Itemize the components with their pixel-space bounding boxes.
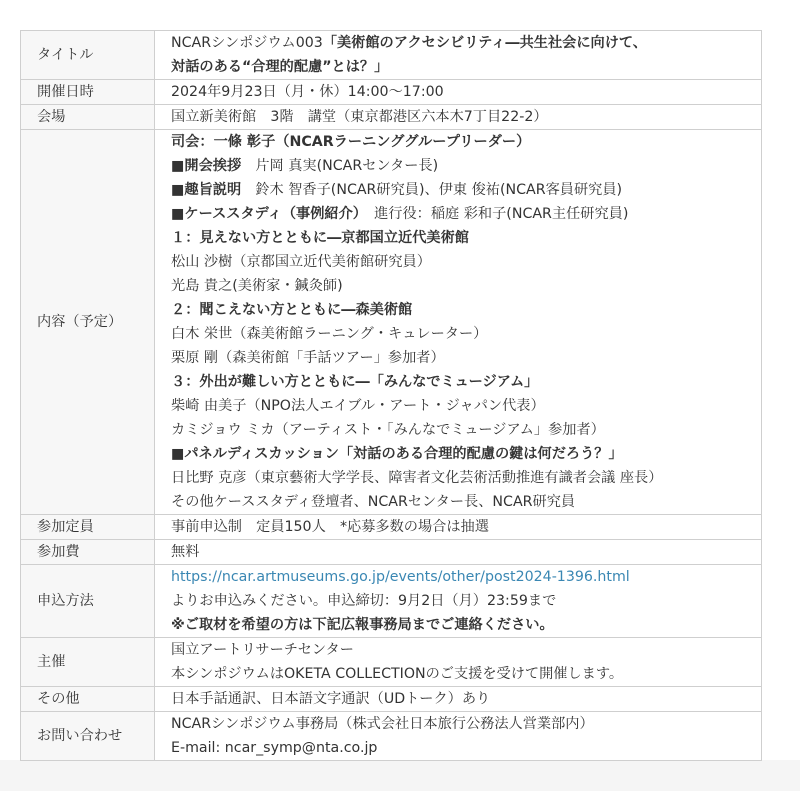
info-row — [21, 638, 762, 687]
info-row — [21, 712, 762, 761]
info-row — [21, 687, 762, 712]
value-line — [171, 55, 761, 79]
value-line — [171, 130, 761, 154]
row-value — [155, 687, 762, 712]
text: 日比野 克彦（東京藝術大学学長、障害者文化芸術活動推進有識者会議 座長） — [171, 470, 663, 486]
value-line — [171, 687, 761, 711]
row-label: お問い合わせ — [21, 712, 155, 761]
text: 無料 — [171, 544, 200, 560]
row-value — [155, 31, 762, 80]
value-line — [171, 394, 761, 418]
value-line — [171, 178, 761, 202]
row-value — [155, 712, 762, 761]
text: よりお申込みください。申込締切：9月2日（月）23:59まで — [171, 593, 557, 609]
value-line — [171, 466, 761, 490]
info-row — [21, 540, 762, 565]
row-label: 参加費 — [21, 540, 155, 565]
info-row — [21, 80, 762, 105]
event-info-table — [20, 30, 762, 761]
bold-text: 「美術館のアクセシビリティ―共生社会に向けて、 — [322, 35, 647, 51]
info-row — [21, 515, 762, 540]
value-line — [171, 370, 761, 394]
text: 光島 貴之(美術家・鍼灸師) — [171, 278, 343, 294]
row-value — [155, 540, 762, 565]
bold-text: ■ケーススタディ（事例紹介） — [171, 206, 360, 222]
bold-text: ■開会挨拶 — [171, 158, 242, 174]
text: NCARシンポジウム003 — [171, 35, 323, 51]
bold-text: ■パネルディスカッション「対話のある合理的配慮の鍵は何だろう？」 — [171, 446, 623, 462]
application-url-link[interactable]: https://ncar.artmuseums.go.jp/events/other/post2024-1396.html — [171, 569, 630, 585]
bold-text: ■趣旨説明 — [171, 182, 242, 198]
value-line — [171, 105, 761, 129]
value-line — [171, 638, 761, 662]
bold-text: ２：聞こえない方とともに―森美術館 — [171, 302, 413, 318]
value-line — [171, 613, 761, 637]
value-line — [171, 31, 761, 55]
text: カミジョウ ミカ（アーティスト・「みんなでミュージアム」参加者） — [171, 422, 605, 438]
bold-text: ３：外出が難しい方とともに―「みんなでミュージアム」 — [171, 374, 539, 390]
row-value — [155, 80, 762, 105]
bold-text: 司会：一條 彰子（NCARラーニンググループリーダー） — [171, 134, 531, 150]
value-line — [171, 736, 761, 760]
row-label: タイトル — [21, 31, 155, 80]
text: 国立アートリサーチセンター — [171, 642, 354, 658]
text: 鈴木 智香子(NCAR研究員)、伊東 俊祐(NCAR客員研究員) — [241, 182, 623, 198]
value-line — [171, 442, 761, 466]
row-value — [155, 638, 762, 687]
bold-text: １：見えない方とともに―京都国立近代美術館 — [171, 230, 469, 246]
value-line — [171, 418, 761, 442]
bold-text: 対話のある“合理的配慮”とは？」 — [171, 59, 389, 75]
info-row — [21, 31, 762, 80]
info-row — [21, 105, 762, 130]
text: 白木 栄世（森美術館ラーニング・キュレーター） — [171, 326, 488, 342]
row-value — [155, 130, 762, 515]
value-line — [171, 490, 761, 514]
row-label: 申込方法 — [21, 565, 155, 638]
text: 国立新美術館 3階 講堂（東京都港区六本木7丁目22-2） — [171, 109, 548, 125]
value-line — [171, 298, 761, 322]
value-line — [171, 250, 761, 274]
row-label: 主催 — [21, 638, 155, 687]
value-line — [171, 226, 761, 250]
text: その他ケーススタディ登壇者、NCARセンター長、NCAR研究員 — [171, 494, 576, 510]
text: 松山 沙樹（京都国立近代美術館研究員） — [171, 254, 431, 270]
value-line — [171, 540, 761, 564]
value-line — [171, 80, 761, 104]
value-line — [171, 322, 761, 346]
info-row — [21, 565, 762, 638]
text: NCARシンポジウム事務局（株式会社日本旅行公務法人営業部内） — [171, 716, 594, 732]
value-line — [171, 662, 761, 686]
text: 日本手話通訳、日本語文字通訳（UDトーク）あり — [171, 691, 491, 707]
text: 柴崎 由美子（NPO法人エイブル・アート・ジャパン代表） — [171, 398, 545, 414]
value-line — [171, 346, 761, 370]
event-info-body — [21, 31, 762, 761]
bold-text: ※ご取材を希望の方は下記広報事務局までご連絡ください。 — [171, 617, 554, 633]
row-label: 内容（予定） — [21, 130, 155, 515]
row-value — [155, 565, 762, 638]
row-value — [155, 105, 762, 130]
info-row — [21, 130, 762, 515]
value-line — [171, 274, 761, 298]
text: 栗原 剛（森美術館「手話ツアー」参加者） — [171, 350, 445, 366]
text: E-mail: ncar_symp@nta.co.jp — [171, 740, 378, 756]
text: 本シンポジウムはOKETA COLLECTIONのご支援を受けて開催します。 — [171, 666, 624, 682]
text: 片岡 真実(NCARセンター長) — [241, 158, 439, 174]
value-line — [171, 202, 761, 226]
text: 進行役：稲庭 彩和子(NCAR主任研究員) — [359, 206, 629, 222]
value-line — [171, 589, 761, 613]
row-label: 参加定員 — [21, 515, 155, 540]
value-line — [171, 565, 761, 589]
value-line — [171, 154, 761, 178]
value-line — [171, 712, 761, 736]
row-value — [155, 515, 762, 540]
text: 2024年9月23日（月・休）14:00～17:00 — [171, 84, 444, 100]
row-label: 開催日時 — [21, 80, 155, 105]
row-label: その他 — [21, 687, 155, 712]
text: 事前申込制 定員150人 *応募多数の場合は抽選 — [171, 519, 489, 535]
value-line — [171, 515, 761, 539]
row-label: 会場 — [21, 105, 155, 130]
